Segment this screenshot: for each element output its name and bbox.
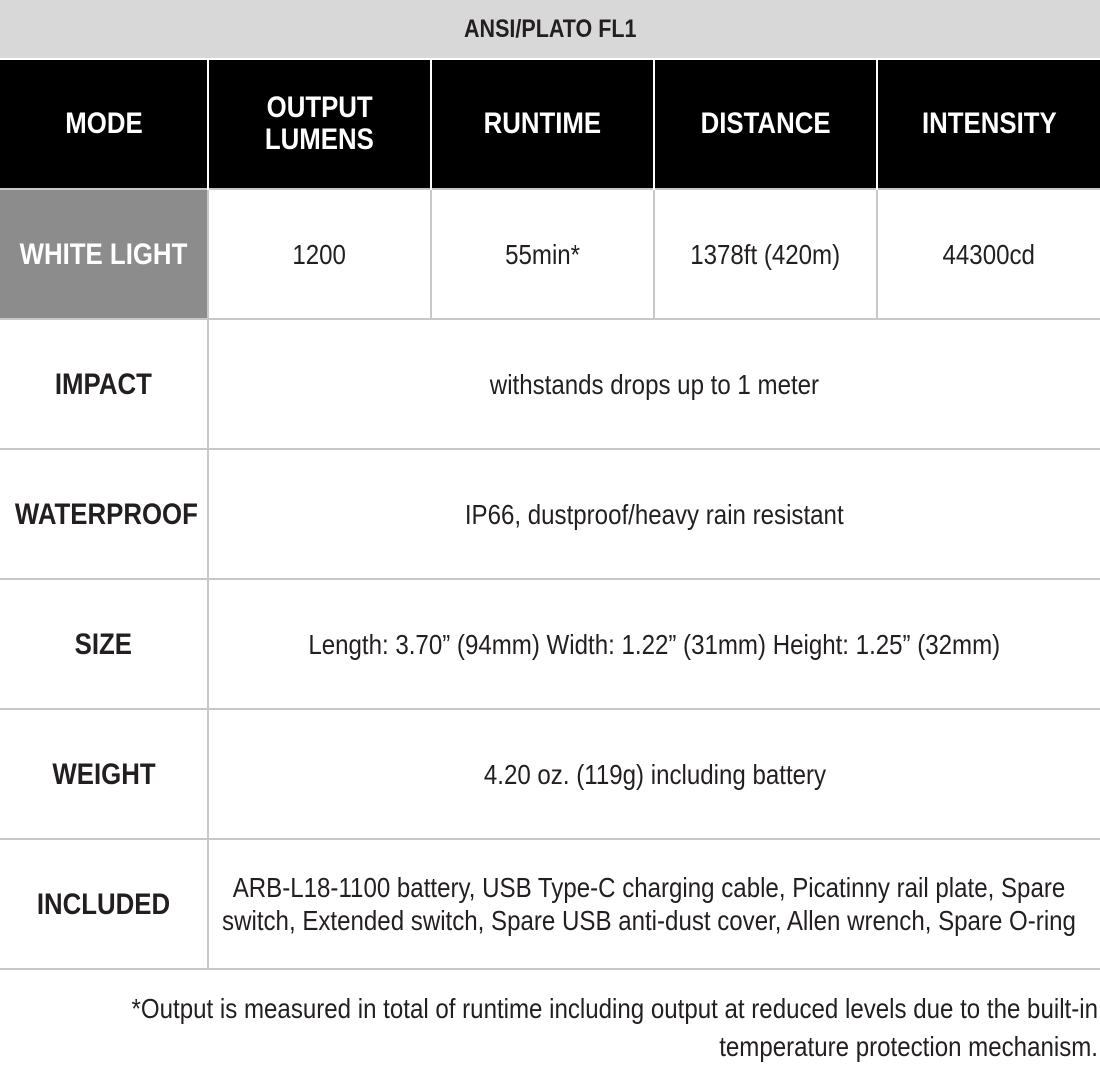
spec-value: IP66, dustproof/heavy rain resistant xyxy=(208,449,1100,579)
output-lumens-value: 1200 xyxy=(208,189,431,319)
header-mode: MODE xyxy=(0,59,208,189)
header-row xyxy=(0,59,1100,189)
runtime-footnote: *Output is measured in total of runtime including output at reduced levels due to the built-in temperature protection mechanism. xyxy=(131,993,1098,1062)
spec-row-waterproof xyxy=(0,449,1100,579)
runtime-value: 55min* xyxy=(431,189,654,319)
spec-value: ARB-L18-1100 battery, USB Type-C charging cable, Picatinny rail plate, Spare switch, Extended switch, Spare USB anti-dust cover, Allen wrench, Spare O-ring xyxy=(208,839,1100,969)
header-intensity: INTENSITY xyxy=(877,59,1100,189)
mode-row-white-light xyxy=(0,189,1100,319)
spec-value: 4.20 oz. (119g) including battery xyxy=(208,709,1100,839)
distance-value: 1378ft (420m) xyxy=(654,189,877,319)
spec-value: withstands drops up to 1 meter xyxy=(208,319,1100,449)
spec-row-impact xyxy=(0,319,1100,449)
spec-row-size xyxy=(0,579,1100,709)
table-title: ANSI/PLATO FL1 xyxy=(0,0,1100,59)
spec-value: Length: 3.70” (94mm) Width: 1.22” (31mm) Height: 1.25” (32mm) xyxy=(208,579,1100,709)
spec-label: WATERPROOF xyxy=(0,449,208,579)
title-row xyxy=(0,0,1100,59)
spec-label: IMPACT xyxy=(0,319,208,449)
spec-row-weight xyxy=(0,709,1100,839)
header-output-lumens: OUTPUT LUMENS xyxy=(208,59,431,189)
spec-label: WEIGHT xyxy=(0,709,208,839)
header-distance: DISTANCE xyxy=(654,59,877,189)
spec-label: SIZE xyxy=(0,579,208,709)
spec-row-included xyxy=(0,839,1100,969)
header-runtime: RUNTIME xyxy=(431,59,654,189)
intensity-value: 44300cd xyxy=(877,189,1100,319)
mode-name-cell: WHITE LIGHT xyxy=(0,189,208,319)
spec-label: INCLUDED xyxy=(0,839,208,969)
